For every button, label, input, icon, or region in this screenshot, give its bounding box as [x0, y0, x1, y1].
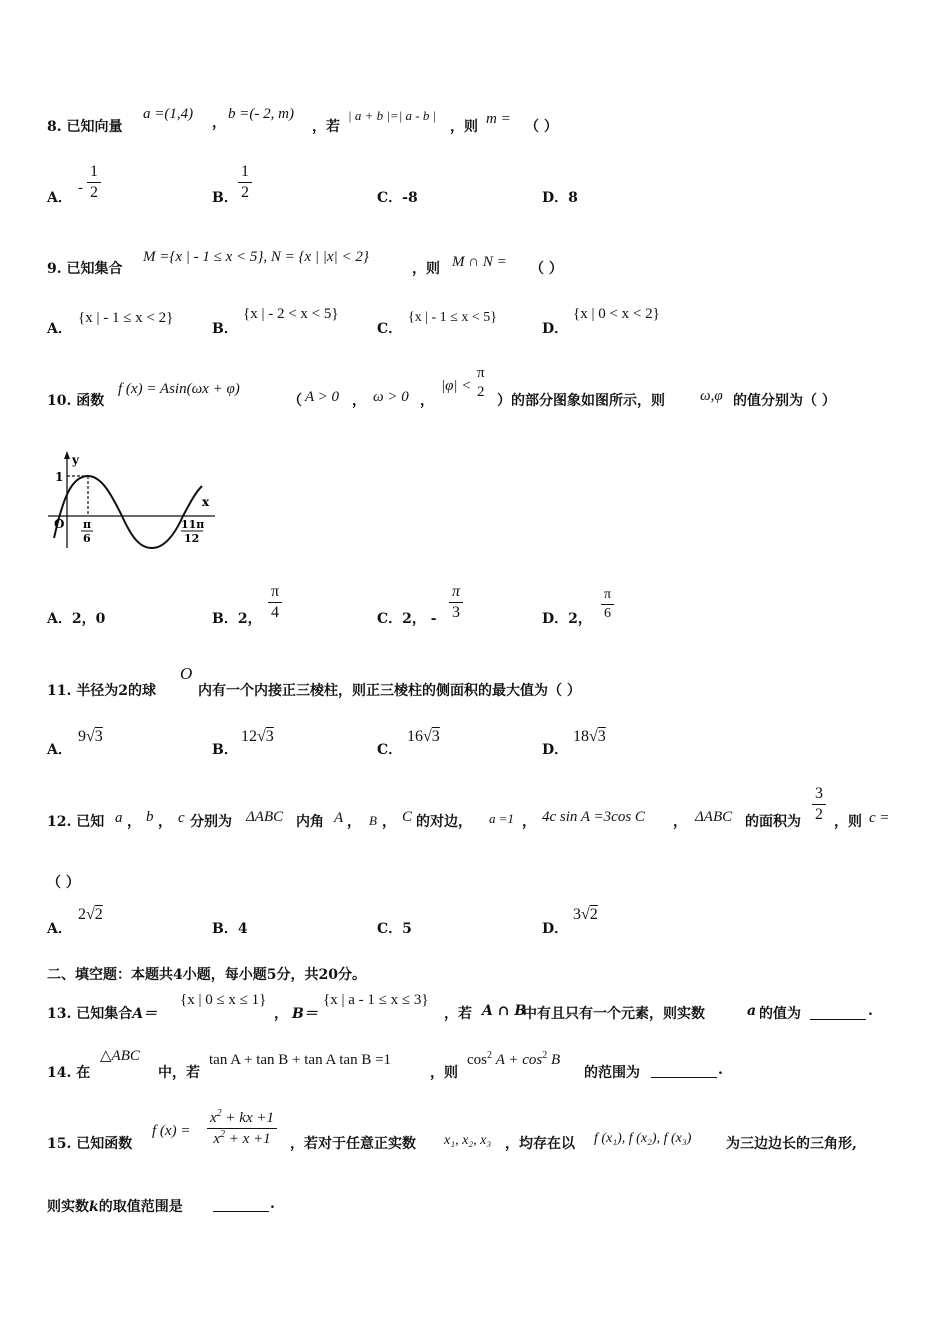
q15-line-2: 则实数k的取值范围是	[47, 1199, 183, 1215]
q14-triangle: △ABC	[100, 1048, 140, 1064]
q15-answer-blank[interactable]	[213, 1198, 269, 1212]
q11-option-a: 9√3	[78, 728, 103, 745]
y-axis-arrow	[64, 451, 70, 459]
y-label: y	[72, 453, 79, 467]
q12-option-a: 2√2	[78, 906, 103, 923]
q13-number: 13.	[47, 1006, 72, 1022]
q9-option-c: {x | - 1 ≤ x < 5}	[408, 310, 497, 325]
tick-11pi-12-den: 12	[184, 532, 200, 545]
q9-option-a-label: A．	[47, 321, 72, 337]
q15-variables: x₁, x₂, x₃	[444, 1133, 492, 1148]
q14-equation: tan A + tan B + tan A tan B =1	[209, 1052, 392, 1068]
q11-option-c: 16√3	[407, 728, 440, 745]
q14-answer-blank[interactable]	[651, 1064, 717, 1078]
q12-area-fraction: $\frac{3}{2}$	[812, 784, 826, 825]
question-15: 15. 已知函数	[47, 1136, 133, 1152]
q9-option-a: {x | - 1 ≤ x < 2}	[78, 310, 174, 326]
q10-pi-over-2: π 2	[477, 365, 485, 400]
q10-sine-graph	[40, 448, 230, 560]
q8-vector-b: b =(- 2, m)	[228, 106, 294, 122]
q11-option-b: 12√3	[241, 728, 274, 745]
q14-number: 14.	[47, 1065, 72, 1081]
q9-option-c-label: C．	[377, 321, 403, 337]
q11-number: 11.	[47, 683, 72, 699]
q9-intersection: M ∩ N =	[452, 254, 507, 270]
q10-function: f (x) = Asin(ωx + φ)	[118, 381, 240, 397]
q12-option-d: 3√2	[573, 906, 598, 923]
q8-option-a-label: A．	[47, 190, 72, 206]
q11-option-d: 18√3	[573, 728, 606, 745]
tick-pi-6-num: π	[83, 518, 92, 531]
q13-answer-blank[interactable]	[810, 1006, 866, 1020]
q8-option-c: C．-8	[377, 190, 418, 206]
q8-m: m =	[486, 111, 511, 127]
section-fill-in-header: 二、填空题：本题共4小题，每小题5分，共20分。	[47, 967, 366, 983]
q10-option-a: A．2，0	[47, 611, 106, 627]
question-11: 11. 半径为2的球	[47, 683, 156, 699]
question-10: 10. 函数	[47, 393, 105, 409]
q11-sphere-o: O	[180, 664, 193, 683]
q13-set-b: {x | a - 1 ≤ x ≤ 3}	[323, 992, 429, 1008]
q8-number: 8.	[47, 119, 62, 135]
q8-condition: | a + b |=| a - b |	[348, 108, 437, 123]
q12-option-b: B．4	[212, 921, 248, 937]
q8-vector-a: a =(1,4)	[143, 106, 194, 122]
tick-11pi-12-num: 11π	[181, 518, 205, 531]
question-14: 14. 在	[47, 1065, 91, 1081]
q12-number: 12.	[47, 814, 72, 830]
origin-label: O	[54, 517, 65, 531]
q10-number: 10.	[47, 393, 72, 409]
q10-option-b-fraction: $\frac{\pi}{4}$	[268, 582, 282, 623]
question-13: 13. 已知集合A＝	[47, 1006, 158, 1022]
tick-pi-6-den: 6	[83, 532, 91, 545]
q9-option-d: {x | 0 < x < 2}	[573, 306, 660, 322]
q15-fraction: $\frac{x^2 + kx +1}{x^2 + x +1}$	[207, 1108, 277, 1149]
q15-values: f (x₁), f (x₂), f (x₃)	[594, 1131, 692, 1146]
sine-curve	[54, 476, 205, 548]
question-9: 9. 已知集合	[47, 261, 123, 277]
q10-option-c-label: C．2， -	[377, 611, 437, 627]
q8-option-b-label: B．	[212, 190, 238, 206]
q15-number: 15.	[47, 1136, 72, 1152]
q10-option-d-fraction: $\frac{\pi}{6}$	[601, 586, 614, 622]
question-8: 8. 已知向量	[47, 119, 123, 135]
x-label: x	[202, 495, 210, 509]
q9-number: 9.	[47, 261, 62, 277]
q12-equation: 4c sin A =3cos C	[542, 809, 645, 825]
q12-option-c: C．5	[377, 921, 412, 937]
q8-option-b-fraction: $\frac{1}{2}$	[238, 162, 252, 203]
q8-option-a-fraction: $\frac{1}{2}$	[87, 162, 101, 203]
q10-option-b-label: B．2，	[212, 611, 262, 627]
q9-sets: M ={x | - 1 ≤ x < 5}, N = {x | |x| < 2}	[143, 249, 369, 265]
q9-option-b: {x | - 2 < x < 5}	[243, 306, 339, 322]
q10-option-c-fraction: $\frac{\pi}{3}$	[449, 582, 463, 623]
q10-option-d-label: D．2，	[542, 611, 592, 627]
q9-option-b-label: B．	[212, 321, 238, 337]
q8-option-d: D．8	[542, 190, 578, 206]
q14-expression: $\cos^2 A + \cos^2 B$	[467, 1050, 561, 1068]
q9-option-d-label: D．	[542, 321, 569, 337]
q13-set-a: {x | 0 ≤ x ≤ 1}	[180, 992, 267, 1008]
question-12: 12. 已知	[47, 814, 105, 830]
one-label: 1	[55, 470, 64, 484]
